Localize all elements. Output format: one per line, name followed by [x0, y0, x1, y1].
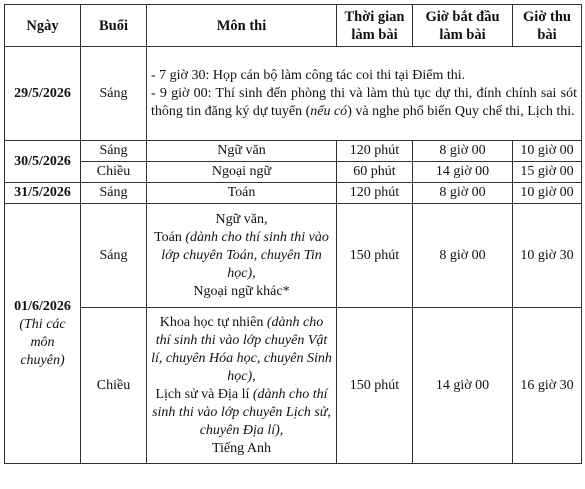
- subject-line: Tiếng Anh: [211, 440, 271, 456]
- table-row: [5, 308, 582, 464]
- end-cell: 10 giờ 30: [513, 204, 582, 308]
- subject-note: (dành cho thí sinh thi vào lớp chuyên Vật lí, chuyên Hóa học, chuyên Sinh học),: [151, 314, 332, 384]
- subject-text: Toán: [154, 229, 186, 245]
- date-cell: 31/5/2026: [5, 183, 81, 204]
- header-session: Buổi: [81, 5, 147, 47]
- date-text: 01/6/2026: [14, 298, 71, 314]
- duration-cell: 150 phút: [337, 308, 413, 464]
- duration-cell: 60 phút: [337, 162, 413, 183]
- table-row: [5, 141, 582, 162]
- subject-text: Khoa học tự nhiên: [159, 314, 267, 330]
- subject-note: (dành cho thí sinh thi vào lớp chuyên Toán, chuyên Tin học),: [161, 229, 329, 281]
- start-cell: 8 giờ 00: [413, 183, 513, 204]
- subject-cell: Ngữ văn: [147, 141, 337, 162]
- session-cell: Sáng: [81, 183, 147, 204]
- start-cell: 14 giờ 00: [413, 162, 513, 183]
- subject-line: Ngữ văn,: [215, 211, 268, 227]
- header-row: [5, 5, 582, 47]
- note-text: - 9 giờ 00: Thí sinh đến phòng thi và làm thủ tục dự thi, đính chính sai sót thông tin đăng ký dự tuyển (: [151, 85, 577, 119]
- start-cell: 14 giờ 00: [413, 308, 513, 464]
- table-row: [5, 183, 582, 204]
- subject-note: (dành cho thí sinh thi vào lớp chuyên Lịch sử, chuyên Địa lí),: [152, 386, 331, 438]
- session-cell: Sáng: [81, 204, 147, 308]
- subject-cell: [147, 308, 337, 464]
- date-cell: 29/5/2026: [5, 47, 81, 141]
- header-end: Giờ thu bài: [513, 5, 582, 47]
- subject-line: [151, 386, 332, 440]
- start-cell: 8 giờ 00: [413, 204, 513, 308]
- duration-cell: 120 phút: [337, 183, 413, 204]
- end-cell: 15 giờ 00: [513, 162, 582, 183]
- end-cell: 16 giờ 30: [513, 308, 582, 464]
- table-row: [5, 47, 582, 141]
- subject-line: Ngoại ngữ khác*: [193, 283, 290, 299]
- subject-cell: Ngoại ngữ: [147, 162, 337, 183]
- note-text: ) và nghe phổ biến Quy chế thi, Lịch thi.: [347, 103, 575, 119]
- date-note: (Thi các môn chuyên): [19, 316, 66, 368]
- subject-text: Lịch sử và Địa lí: [155, 386, 253, 402]
- duration-cell: 150 phút: [337, 204, 413, 308]
- session-cell: Sáng: [81, 47, 147, 141]
- note-italic: nếu có: [310, 103, 348, 119]
- note-cell: [147, 47, 582, 141]
- start-cell: 8 giờ 00: [413, 141, 513, 162]
- subject-line: [151, 229, 332, 283]
- table-row: [5, 162, 582, 183]
- date-cell: [5, 204, 81, 464]
- table-row: [5, 204, 582, 308]
- session-cell: Chiều: [81, 308, 147, 464]
- end-cell: 10 giờ 00: [513, 183, 582, 204]
- duration-cell: 120 phút: [337, 141, 413, 162]
- date-cell: 30/5/2026: [5, 141, 81, 183]
- header-subject: Môn thi: [147, 5, 337, 47]
- session-cell: Chiều: [81, 162, 147, 183]
- header-duration: Thời gian làm bài: [337, 5, 413, 47]
- end-cell: 10 giờ 00: [513, 141, 582, 162]
- exam-schedule-table: [4, 4, 582, 464]
- subject-line: [151, 314, 332, 386]
- session-cell: Sáng: [81, 141, 147, 162]
- note-line-2: [151, 85, 577, 121]
- note-line-1: - 7 giờ 30: Họp cán bộ làm công tác coi thi tại Điểm thi.: [151, 67, 466, 83]
- header-day: Ngày: [5, 5, 81, 47]
- subject-cell: [147, 204, 337, 308]
- subject-cell: Toán: [147, 183, 337, 204]
- header-start: Giờ bắt đầu làm bài: [413, 5, 513, 47]
